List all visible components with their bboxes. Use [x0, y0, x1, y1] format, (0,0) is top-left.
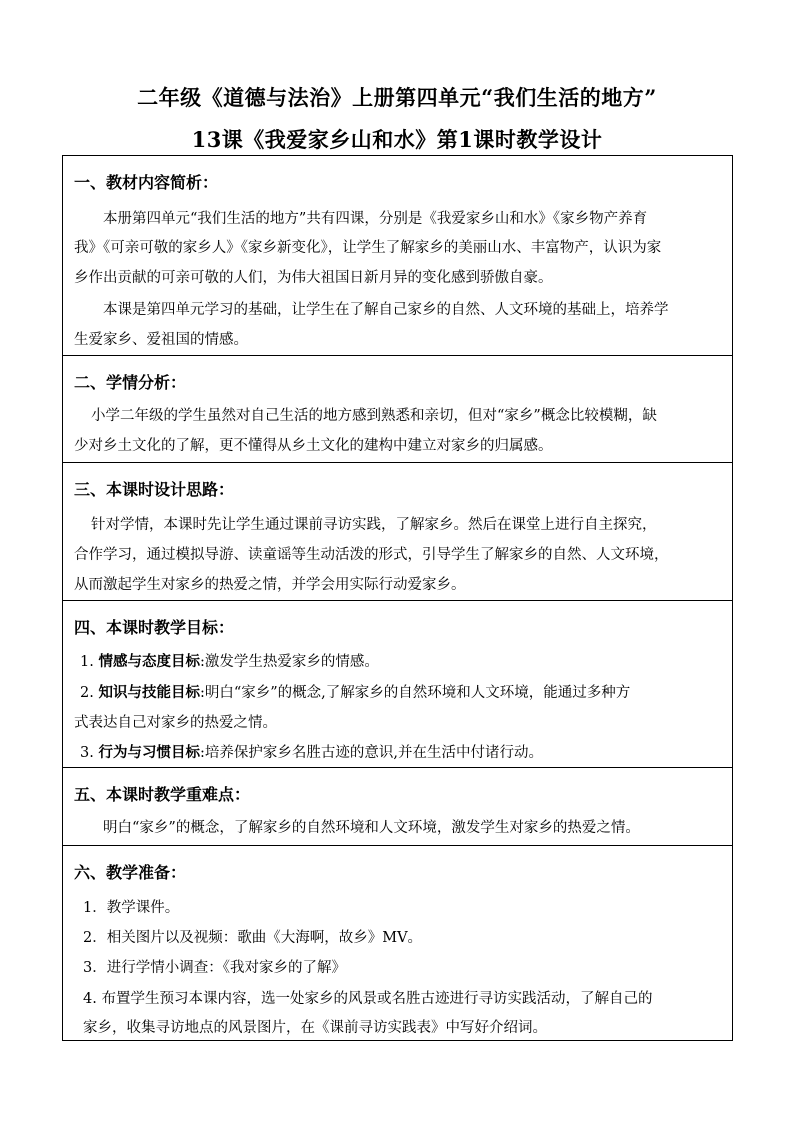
objective-text: :明白“家乡”的概念,了解家乡的自然环境和人文环境，能通过多种方: [199, 685, 631, 701]
section-heading: 六、教学准备：: [74, 863, 187, 882]
objective-item: [80, 741, 543, 762]
preparation-item: 2．相关图片以及视频：歌曲《大海啊，故乡》MV。: [83, 930, 423, 946]
paragraph-line: 针对学情，本课时先让学生通过课前寻访实践，了解家乡。然后在课堂上进行自主探究，: [91, 517, 657, 533]
section-heading: 五、本课时教学重难点：: [74, 785, 251, 804]
paragraph-line: 明白“家乡”的概念，了解家乡的自然环境和人文环境，激发学生对家乡的热爱之情。: [103, 820, 640, 836]
objective-item: [80, 650, 379, 671]
objective-label: 行为与习惯目标: [98, 744, 200, 761]
paragraph-line: 从而激起学生对家乡的热爱之情，并学会用实际行动爱家乡。: [74, 577, 466, 593]
paragraph-line: 合作学习，通过模拟导游、读童谣等生动活泼的形式，引导学生了解家乡的自然、人文环境，: [74, 547, 669, 563]
objective-continuation: [74, 711, 277, 732]
section-teaching-objectives: [63, 600, 732, 767]
paragraph-line: 生爱家乡、爱祖国的情感。: [74, 332, 248, 348]
lesson-plan-table: [62, 155, 733, 1041]
paragraph-line: 我》《可亲可敬的家乡人》《家乡新变化》，让学生了解家乡的美丽山水、丰富物产，认识为家: [74, 240, 662, 256]
preparation-item: 3．进行学情小调查：《我对家乡的了解》: [83, 960, 346, 976]
objective-number: 1.: [80, 654, 94, 670]
objective-text: :培养保护家乡名胜古迹的意识,并在生活中付诸行动。: [199, 745, 543, 761]
section-textbook-analysis: [63, 156, 732, 355]
preparation-item: 1．教学课件。: [83, 900, 180, 916]
title-line-1: 二年级《道德与法治》上册第四单元“我们生活的地方”: [137, 85, 657, 110]
title-line-2: 13课《我爱家乡山和水》第1课时教学设计: [191, 127, 603, 152]
objective-item: [80, 681, 630, 702]
section-key-difficulties: [63, 767, 732, 845]
paragraph-line: 乡作出贡献的可亲可敬的人们，为伟大祖国日新月异的变化感到骄傲自豪。: [74, 270, 553, 286]
section-design-ideas: [63, 462, 732, 600]
objective-text: :激发学生热爱家乡的情感。: [199, 654, 379, 670]
preparation-item: 家乡，收集寻访地点的风景图片，在《课前寻访实践表》中写好介绍词。: [83, 1020, 547, 1036]
objective-number: 3.: [80, 745, 94, 761]
objective-number: 2.: [80, 685, 94, 701]
objective-label: 知识与技能目标: [98, 684, 200, 701]
paragraph-line: 小学二年级的学生虽然对自己生活的地方感到熟悉和亲切，但对“家乡”概念比较模糊，缺: [91, 408, 657, 424]
section-heading: 三、本课时设计思路：: [74, 480, 235, 499]
section-teaching-preparation: [63, 845, 732, 1042]
paragraph-line: 少对乡土文化的了解，更不懂得从乡土文化的建构中建立对家乡的归属感。: [74, 438, 553, 454]
objective-label: 情感与态度目标: [98, 653, 200, 670]
section-learner-analysis: [63, 355, 732, 462]
preparation-item: 4. 布置学生预习本课内容，选一处家乡的风景或名胜古迹进行寻访实践活动，了解自己的: [83, 991, 653, 1007]
paragraph-line: 本册第四单元“我们生活的地方”共有四课，分别是《我爱家乡山和水》《家乡物产养育: [103, 211, 648, 227]
paragraph-line: 本课是第四单元学习的基础，让学生在了解自己家乡的自然、人文环境的基础上，培养学: [103, 302, 669, 318]
section-heading: 一、教材内容简析：: [74, 173, 219, 192]
objective-text: 式表达自己对家乡的热爱之情。: [74, 715, 277, 731]
section-heading: 二、学情分析：: [74, 373, 187, 392]
section-heading: 四、本课时教学目标：: [74, 618, 235, 637]
